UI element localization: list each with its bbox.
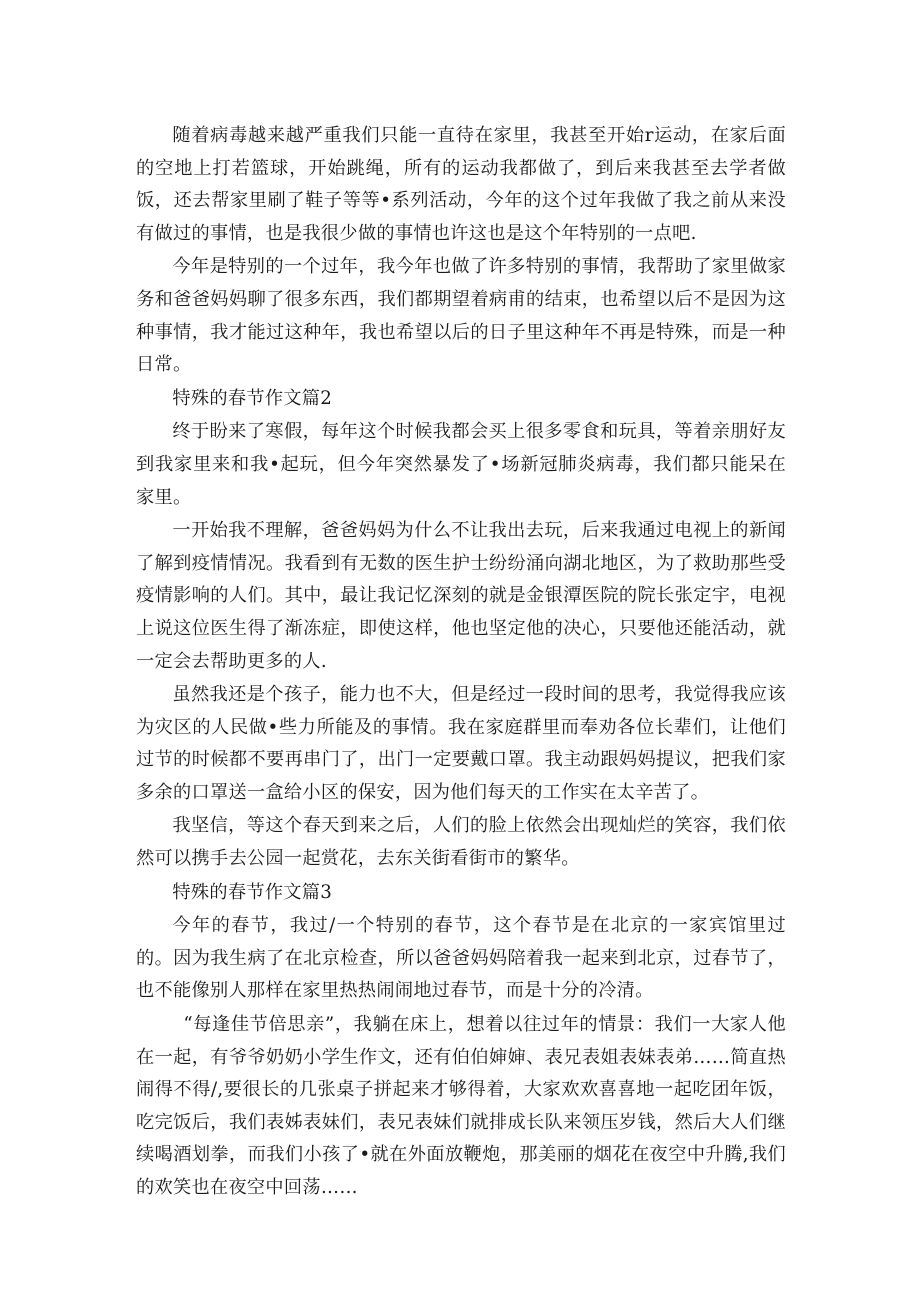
section-2-paragraph-1: 终于盼来了寒假，每年这个时候我都会买上很多零食和玩具，等着亲朋好友到我家里来和我•起玩，但今年突然暴发了•场新冠肺炎病毒，我们都只能呆在家里。 <box>136 421 786 508</box>
section-3-paragraph-1: 今年的春节，我过/一个特别的春节，这个春节是在北京的一家宾馆里过的。因为我生病了在北京检查，所以爸爸妈妈陪着我一起来到北京，过春节了，也不能像别人那样在家里热热闹闹地过春节，而是十分的冷清。 <box>136 915 786 1002</box>
paragraph-1: 随着病毒越来越严重我们只能一直待在家里，我甚至开始r运动，在家后面的空地上打若篮球，开始跳绳，所有的运动我都做了，到后来我甚至去学者做饭，还去帮家里刷了鞋子等等•系列活动，今年的这个过年我做了我之前从来没有做过的事情，也是我很少做的事情也许这也是这个年特别的一点吧. <box>136 125 786 244</box>
section-3-paragraph-2: “每逢佳节倍思亲”，我躺在床上，想着以往过年的情景：我们一大家人他在一起，有爷爷奶奶小学生作文，还有伯伯婶婶、表兄表姐表妹表弟……简直热闹得不得/,要很长的几张桌子拼起来才够得着，大家欢欢喜喜地一起吃团年饭，吃完饭后，我们表姊表妹们，表兄表妹们就排成长队来领压岁钱，然后大人们继续喝酒划拳，而我们小孩了•就在外面放鞭炮，那美丽的烟花在夜空中升腾,我们的欢笑也在夜空中回荡…… <box>136 1014 786 1198</box>
section-2-paragraph-4: 我坚信，等这个春天到来之后，人们的脸上依然会出现灿烂的笑容，我们依然可以携手去公园一起赏花，去东关街看街市的繁华。 <box>136 815 786 870</box>
document-page <box>136 120 786 1206</box>
section-2-paragraph-2: 一开始我不理解，爸爸妈妈为什么不让我出去玩，后来我通过电视上的新闻了解到疫情情况。我看到有无数的医生护士纷纷涌向湖北地区，为了救助那些受疫情影响的人们。其中，最让我记忆深刻的就是金银潭医院的院长张定宇，电视上说这位医生得了渐冻症，即使这样，他也坚定他的决心，只要他还能活动，就一定会去帮助更多的人. <box>136 520 786 672</box>
section-2-heading: 特殊的春节作文篇2 <box>172 387 333 409</box>
section-3-heading: 特殊的春节作文篇3 <box>172 881 333 903</box>
section-2-paragraph-3: 虽然我还是个孩子，能力也不大，但是经过一段时间的思考，我觉得我应该为灾区的人民做•些力所能及的事情。我在家庭群里而奉劝各位长辈们，让他们过节的时候都不要再串门了，出门一定要戴口罩。我主动跟妈妈提议，把我们家多余的口罩送一盒给小区的保安，因为他们每天的工作实在太辛苦了。 <box>136 684 786 803</box>
paragraph-2: 今年是特别的一个过年，我今年也做了许多特别的事情，我帮助了家里做家务和爸爸妈妈聊了很多东西，我们都期望着病甫的结束，也希望以后不是因为这种事情，我才能过这种年，我也希望以后的日子里这种年不再是特殊，而是一种日常。 <box>136 256 786 376</box>
